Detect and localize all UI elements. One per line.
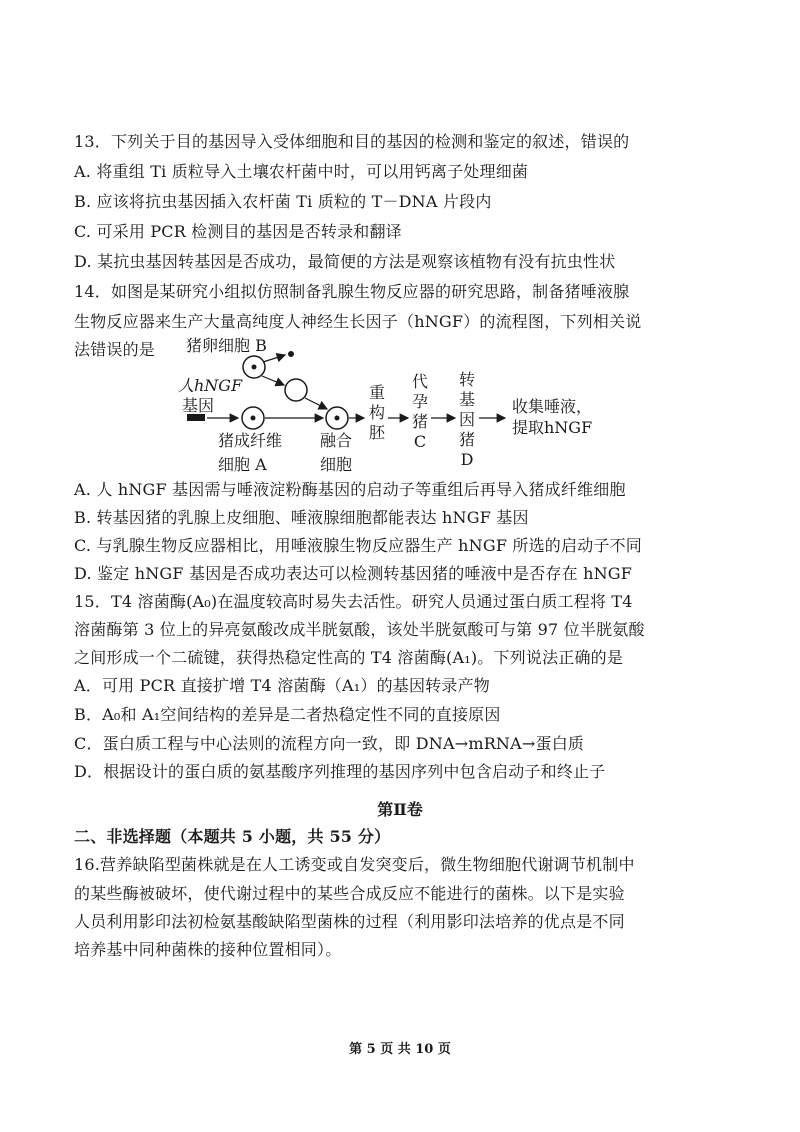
collect-saliva-label: 收集唾液， <box>512 397 593 416</box>
q16-line1: 16.营养缺陷型菌株就是在人工诱变或自发突变后，微生物细胞代谢调节机制中 <box>74 855 635 874</box>
q15-stem-line2: 溶菌酶第 3 位上的异亮氨酸改成半胱氨酸，该处半胱氨酸可与第 97 位半胱氨酸 <box>74 620 645 639</box>
egg-to-enucleated-arrow <box>262 376 284 385</box>
enucleated-to-fused-arrow <box>305 398 327 409</box>
q13-option-c: C. 可采用 PCR 检测目的基因是否转录和翻译 <box>74 222 402 241</box>
egg-cell-b-label: 猪卵细胞 B <box>186 336 267 355</box>
q14-option-d: D. 鉴定 hNGF 基因是否成功表达可以检测转基因猪的唾液中是否存在 hNGF <box>74 564 633 583</box>
q13-option-d: D. 某抗虫基因转基因是否成功，最简便的方法是观察该植物有没有抗虫性状 <box>74 252 616 271</box>
part-two-title: 第Ⅱ卷 <box>377 800 423 819</box>
q16-line2: 的某些酶被破坏，使代谢过程中的某些合成反应不能进行的菌株。以下是实验 <box>74 884 625 903</box>
q16-line4: 培养基中同种菌株的接种位置相同）。 <box>74 940 342 959</box>
extract-hngf-label: 提取hNGF <box>512 418 593 437</box>
reconstructed-embryo-label: 重构胚 <box>368 383 385 442</box>
q13-stem: 13．下列关于目的基因导入受体细胞和目的基因的检测和鉴定的叙述，错误的 <box>74 132 630 151</box>
q14-stem-line1: 14．如图是某研究小组拟仿照制备乳腺生物反应器的研究思路，制备猪唾液腺 <box>74 282 630 301</box>
section-heading: 二、非选择题（本题共 5 小题，共 55 分） <box>74 827 391 846</box>
fused-cell-label-1: 融合 <box>320 431 353 450</box>
q14-stem-line2: 生物反应器来生产大量高纯度人神经生长因子（hNGF）的流程图，下列相关说 <box>74 312 642 331</box>
q14-stem-line3: 法错误的是 <box>74 340 156 359</box>
enucleation-arrow <box>263 355 285 362</box>
removed-nucleus-icon <box>288 351 294 357</box>
egg-cell-b-icon <box>243 356 265 378</box>
human-gene-label-1: 人hNGF <box>178 376 243 395</box>
q13-option-b: B. 应该将抗虫基因插入农杆菌 Ti 质粒的 T－DNA 片段内 <box>74 192 492 211</box>
q15-option-d: D．根据设计的蛋白质的氨基酸序列推理的基因序列中包含启动子和终止子 <box>74 762 606 781</box>
q16-line3: 人员利用影印法初检氨基酸缺陷型菌株的过程（利用影印法培养的优点是不同 <box>74 912 625 931</box>
fused-cell-icon <box>326 407 348 429</box>
fibroblast-label-1: 猪成纤维 <box>218 431 283 450</box>
q14-option-a: A. 人 hNGF 基因需与唾液淀粉酶基因的启动子等重组后再导入猪成纤维细胞 <box>74 480 626 499</box>
human-gene-label-2: 基因 <box>182 396 215 415</box>
q15-stem-line3: 之间形成一个二硫键，获得热稳定性高的 T4 溶菌酶(A₁)。下列说法正确的是 <box>74 648 624 667</box>
surrogate-pig-label: 代孕猪C <box>411 372 428 451</box>
q13-option-a: A. 将重组 Ti 质粒导入土壤农杆菌中时，可以用钙离子处理细菌 <box>74 162 529 181</box>
q14-option-b: B. 转基因猪的乳腺上皮细胞、唾液腺细胞都能表达 hNGF 基因 <box>74 508 529 527</box>
q15-option-b: B．A₀和 A₁空间结构的差异是二者热稳定性不同的直接原因 <box>74 705 501 724</box>
q15-option-c: C．蛋白质工程与中心法则的流程方向一致，即 DNA→mRNA→蛋白质 <box>74 734 585 753</box>
enucleated-egg-icon <box>285 379 307 401</box>
q14-option-c: C. 与乳腺生物反应器相比，用唾液腺生物反应器生产 hNGF 所选的启动子不同 <box>74 536 643 555</box>
q15-option-a: A．可用 PCR 直接扩增 T4 溶菌酶（A₁）的基因转录产物 <box>74 676 490 695</box>
fibroblast-label-2: 细胞 A <box>218 455 267 474</box>
page-footer: 第 5 页 共 10 页 <box>349 1042 451 1057</box>
transgenic-pig-label: 转基因猪D <box>458 370 475 469</box>
fibroblast-a-icon <box>242 407 264 429</box>
q15-stem-line1: 15．T4 溶菌酶(A₀)在温度较高时易失去活性。研究人员通过蛋白质工程将 T4 <box>74 592 633 611</box>
fused-cell-label-2: 细胞 <box>320 455 353 474</box>
